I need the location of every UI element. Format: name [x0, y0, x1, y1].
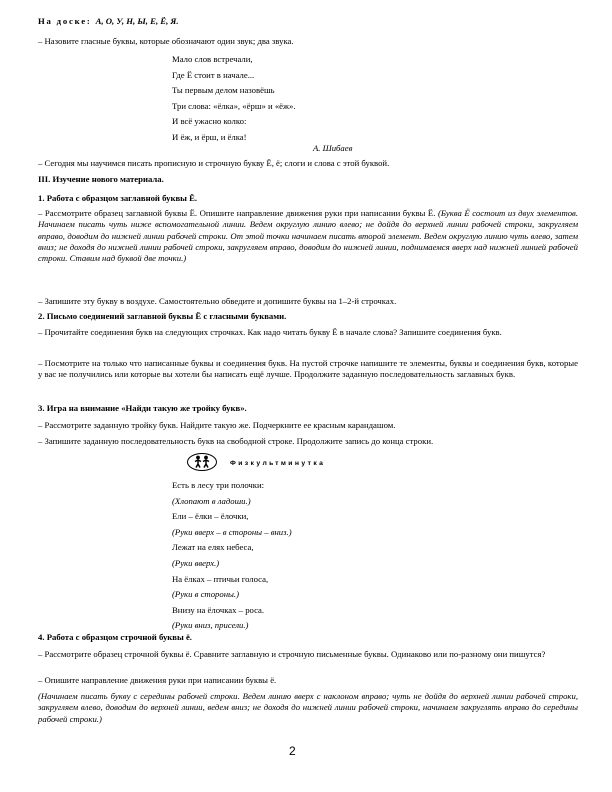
task3-line-1: – Рассмотрите заданную тройку букв. Найдите такую же. Подчеркните ее красным карандашом.	[38, 420, 396, 430]
poem-line: Ты первым делом назовёшь	[172, 85, 275, 96]
section-heading: III. Изучение нового материала.	[38, 174, 164, 184]
task2-paragraph-1: – Прочитайте соединения букв на следующих строчках. Как надо читать букву Ё в начале слова? Запишите соединения букв.	[38, 327, 502, 337]
task1-question: – Рассмотрите образец заглавной буквы Ё. Опишите направление движения руки при написании буквы Ё.	[38, 208, 438, 218]
poem-line: И ёж, и ёрш, и ёлка!	[172, 131, 247, 142]
poem-stage-direction: (Руки в стороны.)	[172, 589, 239, 600]
page-number: 2	[289, 744, 296, 758]
task2-title: 2. Письмо соединений заглавной буквы Ё с гласными буквами.	[38, 311, 287, 321]
task3-title: 3. Игра на внимание «Найди такую же тройку букв».	[38, 403, 247, 413]
physical-minute-title: Физкультминутка	[230, 460, 326, 467]
task1-air-writing: – Запишите эту букву в воздухе. Самостоятельно обведите и допишите буквы на 1–2-й строчках.	[38, 296, 397, 306]
task4-paragraph-2: – Опишите направление движения руки при написании буквы ё.	[38, 675, 277, 685]
board-letters: А, О, У, Н, Ы, Е, Ё, Я.	[95, 16, 179, 26]
question-vowels: – Назовите гласные буквы, которые обозначают один звук; два звука.	[38, 36, 294, 46]
task4-title: 4. Работа с образцом строчной буквы ё.	[38, 632, 192, 642]
poem-stage-direction: (Руки вверх.)	[172, 557, 220, 568]
task2-paragraph-2: – Посмотрите на только что написанные буквы и соединения букв. На пустой строчке напишите те элементы, буквы и соединения букв, которые у вас не получились или которые вы хотели бы написать ещё лучше. Продолжите заданную последовательность заглавных букв.	[38, 358, 578, 380]
board-line	[38, 16, 179, 27]
poem-line: Есть в лесу три полочки:	[172, 480, 265, 490]
poem-line: Лежат на елях небеса,	[172, 542, 254, 553]
poem-line: Где Ё стоит в начале...	[172, 69, 255, 80]
poem-author: А. Шибаев	[313, 143, 353, 153]
task1-explanation: (Буква Ё состоит из двух элементов. Начинаем писать чуть ниже вспомогательной линии. Ведем округлую линию влево; не дойдя до верхней линии рабочей строки, закругляем вправо, доводим до нижней линии рабочей строки. От этой точки начинаем писать второй элемент. Ведем округлую линию чуть влево, затем вниз; не доходя до нижней линии рабочей строки, закругляем вправо, доводим до нижней линии, поднимаемся вверх над нижней линией рабочей строки. Ставим над буквой две точки.)	[38, 208, 578, 264]
poem-shibaev	[172, 54, 296, 148]
poem-line: Мало слов встречали,	[172, 54, 253, 64]
poem-line: И всё ужасно колко:	[172, 116, 247, 127]
poem-stage-direction: (Руки вверх – в стороны – вниз.)	[172, 526, 292, 537]
poem-line: Три слова: «ёлка», «ёрш» и «ёж».	[172, 100, 296, 111]
task3-line-2: – Запишите заданную последовательность букв на свободной строке. Продолжите запись до конца строки.	[38, 436, 434, 446]
physical-exercise-icon	[187, 453, 217, 471]
poem-fir-trees	[172, 480, 292, 636]
task4-paragraph-1: – Рассмотрите образец строчной буквы ё. Сравните заглавную и строчную письменные буквы. Одинаково или по-разному они пишутся?	[38, 649, 546, 659]
task1-paragraph	[38, 208, 578, 264]
poem-line: На ёлках – птичьи голоса,	[172, 573, 269, 584]
lesson-goal: – Сегодня мы научимся писать прописную и строчную букву Ё, ё; слоги и слова с этой буквой.	[38, 158, 390, 168]
task4-explanation: (Начинаем писать букву с середины рабочей строки. Ведем линию вверх с наклоном вправо; чуть не дойдя до верхней линии рабочей строки, закругляем влево, доводим до верхней линии, ведем вниз; не доходя до нижней линии рабочей строки, начинаем закруглять вправо до середины рабочей строки.)	[38, 691, 578, 724]
poem-line: Ели – ёлки – ёлочки,	[172, 511, 249, 522]
board-lead: На доске:	[38, 16, 96, 26]
poem-stage-direction: (Руки вниз, присели.)	[172, 620, 249, 631]
task1-title: 1. Работа с образцом заглавной буквы Ё.	[38, 193, 198, 203]
poem-line: Внизу на ёлочках – роса.	[172, 604, 265, 615]
poem-stage-direction: (Хлопают в ладоши.)	[172, 495, 251, 506]
